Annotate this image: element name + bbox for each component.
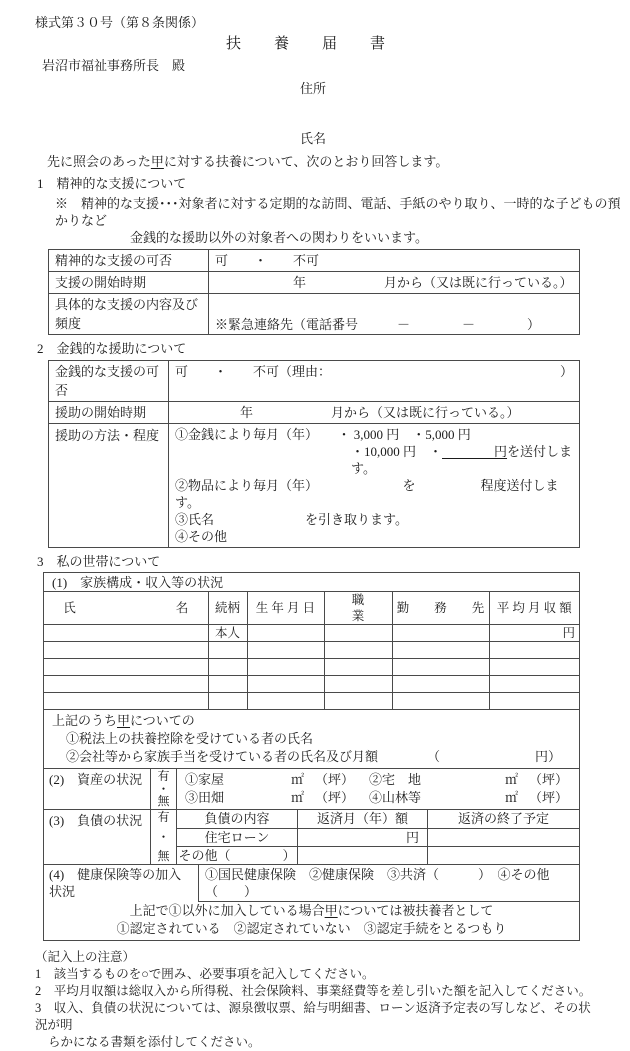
footnotes-heading: （記入上の注意） [35,950,136,964]
financial-aid-availability-value: 可 ・ 不可（理由： [175,364,332,379]
workplace-cell [392,676,489,693]
support-start-label: 支援の開始時期 [49,272,209,294]
insurance-note-post: については被扶養者として [337,903,494,918]
yes-option: 有 [157,810,170,824]
mental-support-availability-label: 精神的な支援の可否 [49,250,209,272]
col-header-name: 氏 名 [44,592,208,625]
birthdate-cell [247,625,324,642]
footnote-item-3-line1: 3 収入、負債の状況については、源泉徴収票、給与明細書、ローン返済予定表の写しなど、その状況が明 [35,1001,591,1032]
family-row-blank [44,659,579,676]
support-start-value: 年 月から（又は既に行っている。） [209,272,580,294]
family-row-blank [44,676,579,693]
footnote-item-2: 2 平均月収額は総収入から所得税、社会保険料、事業経費等を差し引いた額を記入してください。 [35,984,592,998]
insurance-label: (4) 健康保険等の加入状況 [49,867,182,899]
asset-house-unit: ㎡ [291,772,305,787]
name-cell [44,676,208,693]
asset-field-label: ③田畑 [185,790,225,805]
family-table-header-row [44,592,579,625]
birthdate-cell [247,676,324,693]
workplace-cell [392,659,489,676]
debt-loan-end-cell [427,828,579,846]
name-cell [44,625,208,642]
dot-separator: ・ [157,829,170,844]
section3-heading: 3 私の世帯について [37,554,161,569]
debts-subtable [177,810,579,864]
debt-col-header-content: 負債の内容 [204,811,270,826]
no-option: 無 [157,849,170,863]
tax-deduction-line: ①税法上の扶養控除を受けている者の氏名 [66,731,314,746]
debts-yes-no-column [151,810,177,864]
footnote-item-1: 1 該当するものを○で囲み、必要事項を記入してください。 [35,967,375,981]
relation-cell [208,659,247,676]
insurance-status-options: ①認定されている ②認定されていない ③認定手続をとるつもり [116,921,507,936]
name-field-label: 氏名 [300,131,327,146]
page-title: 扶 養 届 書 [226,36,395,52]
family-notes-block [44,710,579,769]
allowance-text: ②会社等から家族手当を受けている者の氏名及び月額 [66,749,379,764]
assets-yes-no-column [151,769,177,809]
note1-subject-underlined: 甲 [117,713,131,728]
income-cell [489,676,579,693]
table-row [49,294,580,335]
form-number: 様式第３０号（第８条関係） [35,15,205,30]
emergency-contact-cell [209,294,580,335]
income-cell [489,693,579,710]
aid-start-value: 年 月から（又は既に行っている。） [169,402,580,424]
footnote-item-3-line2: らかになる書類を添付してください。 [48,1035,261,1049]
income-unit-cell: 円 [489,625,579,642]
debt-other-label: その他（ ） [178,848,296,863]
col-header-occupation: 職 業 [324,592,392,625]
household-table [43,572,580,941]
asset-field-tsubo: （坪） [315,790,355,805]
section1-definition-line2: 金銭的な援助以外の対象者への関わりをいいます。 [130,230,428,245]
asset-house-tsubo: （坪） [315,772,355,787]
asset-forest-label: ④山林等 [369,790,422,805]
col-header-relation: 続柄 [208,592,247,625]
relation-cell [208,642,247,659]
assets-line2 [185,789,571,807]
asset-forest-unit: ㎡ [505,790,519,805]
section2-heading: 2 金銭的な援助について [37,341,187,356]
financial-aid-availability-label: 金銭的な支援の可否 [49,361,169,402]
asset-land-tsubo: （坪） [529,772,569,787]
aid-method-other-line: ④その他 [175,529,228,544]
name-cell [44,642,208,659]
aid-method-takein-line: ③氏名 を引き取ります。 [175,512,408,527]
family-allowance-line [66,748,571,766]
section1-definition-line1: ※ 精神的な支援･･･対象者に対する定期的な訪問、電話、手紙のやり取り、一時的な子どもの預かりなど [55,196,621,228]
money-line2-pre: ・10,000 円 ・ [351,444,443,459]
assets-content [177,769,579,809]
relation-cell-self: 本人 [208,625,247,642]
debt-col-header-end-date: 返済の終了予定 [427,810,579,828]
intro-sentence [47,153,630,170]
assets-line1 [185,771,571,789]
col-header-workplace: 勤 務 先 [392,592,489,625]
financial-aid-availability-line [175,362,573,381]
addressee: 岩沼市福祉事務所長 殿 [42,58,186,73]
insurance-row [44,865,579,940]
insurance-line1 [44,865,579,902]
mental-support-availability-value: 可 ・ 不可 [209,250,580,272]
birthdate-cell [247,642,324,659]
family-composition-caption: (1) 家族構成・収入等の状況 [44,573,579,592]
table-row [49,361,580,402]
col-header-birthdate: 生 年 月 日 [247,592,324,625]
no-option: 無 [157,794,170,808]
allowance-open-paren: （ [426,749,440,764]
asset-house-label: ①家屋 [185,772,225,787]
address-field-label: 住所 [300,81,327,96]
occupation-cell [324,625,392,642]
note1-post: についての [130,713,195,728]
workplace-cell [392,642,489,659]
debt-loan-label: 住宅ローン [177,828,297,846]
debt-loan-amount-unit: 円 [297,828,427,846]
debt-col-header-repayment: 返済月（年）額 [297,810,427,828]
income-cell [489,642,579,659]
support-detail-label: 具体的な支援の内容及び頻度 [49,294,209,335]
family-row-blank [44,642,579,659]
table-row [49,272,580,294]
yes-option: 有 [157,769,170,783]
occupation-cell [324,676,392,693]
occupation-cell [324,642,392,659]
insurance-options: ①国民健康保険 ②健康保険 ③共済（ ） ④その他（ ） [198,865,579,902]
aid-method-cell [169,424,580,548]
income-cell [489,659,579,676]
insurance-note-pre: 上記で①以外に加入している場合 [129,903,325,918]
family-members-table [44,592,579,710]
intro-subject-underlined: 甲 [150,154,164,169]
name-cell [44,659,208,676]
mental-support-table [48,249,580,335]
asset-forest-tsubo: （坪） [529,790,569,805]
intro-pre: 先に照会のあった [47,154,151,169]
reason-close-paren: ） [559,364,573,379]
insurance-note-subject-underlined: 甲 [324,903,338,918]
dot-separator: ・ [157,781,170,796]
occupation-cell [324,693,392,710]
aid-method-money-line2 [175,443,573,477]
intro-post: に対する扶養について、次のとおり回答します。 [163,154,449,169]
assets-row [44,769,579,810]
footnotes [35,949,595,1051]
insurance-note-line [44,902,579,920]
emergency-contact: ※緊急連絡先（電話番号 － － ） [215,317,541,332]
section1-heading: 1 精神的な支援について [37,176,187,191]
note1-pre: 上記のうち [52,713,118,728]
birthdate-cell [247,693,324,710]
name-cell [44,693,208,710]
aid-start-label: 援助の開始時期 [49,402,169,424]
table-row [49,402,580,424]
asset-land-label: ②宅 地 [369,772,422,787]
workplace-cell [392,693,489,710]
table-row [49,250,580,272]
birthdate-cell [247,659,324,676]
workplace-cell [392,625,489,642]
relation-cell [208,693,247,710]
relation-cell [208,676,247,693]
debt-other-amount-cell [297,846,427,864]
debts-row [44,810,579,865]
debt-other-end-cell [427,846,579,864]
money-amount-blank-underline: 円 [442,444,508,459]
aid-method-label: 援助の方法・程度 [49,424,169,548]
asset-field-unit: ㎡ [291,790,305,805]
family-row-blank [44,693,579,710]
col-header-monthly-income: 平 均 月 収 額 [489,592,579,625]
debts-label: (3) 負債の状況 [44,810,151,864]
financial-aid-table [48,360,580,548]
money-line2-post: を送付します。 [351,444,573,476]
financial-aid-availability-cell [169,361,580,402]
table-row [49,424,580,548]
occupation-cell [324,659,392,676]
family-note-line1 [52,712,571,730]
asset-land-unit: ㎡ [505,772,519,787]
assets-label: (2) 資産の状況 [44,769,151,809]
allowance-unit-close: 円） [534,749,561,764]
family-row-self [44,625,579,642]
dependent-support-report-form [0,14,630,1049]
aid-method-money-line: ①金銭により毎月（年） ・ 3,000 円 ・5,000 円 [175,427,471,442]
aid-method-goods-line: ②物品により毎月（年） を 程度送付します。 [175,478,559,510]
